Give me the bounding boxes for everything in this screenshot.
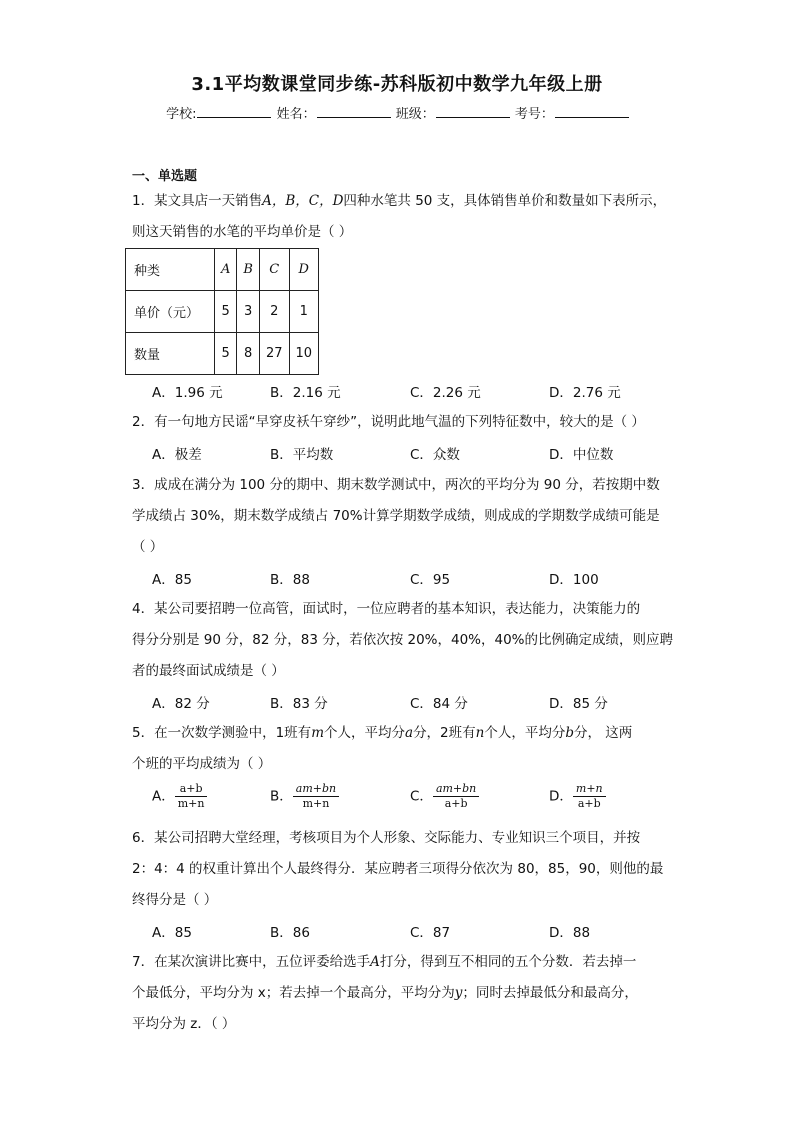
q5-text: 分， 这两 — [574, 725, 633, 741]
class-label: 班级： — [395, 107, 435, 122]
option-a[interactable]: A．85 — [152, 925, 192, 941]
q3-options — [152, 568, 672, 590]
option-b[interactable]: B．86 — [270, 925, 310, 941]
q3-text: （ ） — [132, 539, 164, 555]
q6-text: 终得分是（ ） — [132, 892, 218, 908]
table-row — [126, 291, 319, 333]
fraction-numerator: am+bn — [433, 782, 479, 797]
option-c[interactable]: C．87 — [410, 925, 451, 941]
q6-options — [152, 921, 672, 943]
q5-text: 个人，平均分 — [484, 725, 566, 741]
question-7 — [132, 947, 667, 1040]
q5-var-b: b — [565, 725, 575, 741]
option-d[interactable]: D．88 — [549, 925, 591, 941]
q5-var-m: m — [311, 725, 324, 741]
name-blank[interactable] — [317, 105, 391, 118]
q5-text: 个人，平均分 — [324, 725, 405, 741]
option-c[interactable] — [410, 782, 479, 811]
q2-options — [152, 443, 672, 465]
q7-text: 个最低分，平均分为 x；若去掉一个最高分，平均分为 — [132, 985, 455, 1001]
q1-options — [152, 381, 672, 403]
q2-text: 2．有一句地方民谣“早穿皮袄午穿纱”，说明此地气温的下列特征数中，较大的是（ ） — [132, 414, 645, 430]
table-cell: 种类 — [126, 249, 215, 291]
question-1 — [132, 186, 667, 248]
q5-var-n: n — [475, 725, 485, 741]
table-cell: 1 — [289, 291, 319, 333]
fraction-numerator: m+n — [573, 782, 606, 797]
q7-var-y: y — [454, 985, 463, 1001]
option-c[interactable]: C．95 — [410, 572, 451, 588]
fraction-denominator: m+n — [302, 797, 330, 810]
option-a[interactable]: A．85 — [152, 572, 192, 588]
fraction — [293, 782, 339, 811]
option-b[interactable] — [270, 782, 339, 811]
table-cell: 数量 — [126, 333, 215, 375]
page-title: 3.1平均数课堂同步练-苏科版初中数学九年级上册 — [191, 74, 603, 95]
q1-text: 则这天销售的水笔的平均单价是（ ） — [132, 224, 353, 240]
student-info-row — [0, 103, 794, 122]
table-cell: 10 — [289, 333, 319, 375]
fraction — [573, 782, 606, 811]
fraction-denominator: a+b — [444, 797, 468, 810]
fraction-numerator: am+bn — [293, 782, 339, 797]
option-c[interactable]: C．众数 — [410, 447, 460, 463]
sales-table — [125, 248, 319, 375]
table-cell: 单价（元） — [126, 291, 215, 333]
q3-text: 3．成成在满分为 100 分的期中、期末数学测试中，两次的平均分为 90 分，若按期中数 — [132, 477, 660, 493]
option-b[interactable]: B．平均数 — [270, 447, 334, 463]
name-label: 姓名： — [276, 107, 316, 122]
option-b[interactable]: B．2.16 元 — [270, 385, 341, 401]
school-label: 学校: — [166, 107, 197, 122]
fraction-denominator: m+n — [177, 797, 205, 810]
q7-var-a: A — [370, 954, 380, 970]
table-cell: D — [289, 249, 319, 291]
table-cell: C — [259, 249, 289, 291]
table-cell: 8 — [237, 333, 260, 375]
q5-var-a: a — [405, 725, 414, 741]
fraction-numerator: a+b — [175, 782, 208, 797]
number-blank[interactable] — [555, 105, 629, 118]
q5-text: 个班的平均成绩为（ ） — [132, 756, 272, 772]
q5-text: 分，2班有 — [413, 725, 476, 741]
option-d[interactable] — [549, 782, 606, 811]
school-blank[interactable] — [197, 105, 271, 118]
option-c[interactable]: C．2.26 元 — [410, 385, 481, 401]
q5-options — [152, 782, 672, 818]
q1-text: 四种水笔共 50 支，具体销售单价和数量如下表所示， — [343, 193, 667, 209]
question-5 — [132, 718, 667, 780]
q4-text: 得分分别是 90 分，82 分，83 分，若依次按 20%，40%，40%的比例确定成绩，则应聘 — [132, 632, 674, 648]
number-label: 考号： — [514, 107, 554, 122]
option-a[interactable] — [152, 782, 207, 811]
class-blank[interactable] — [436, 105, 510, 118]
option-c[interactable]: C．84 分 — [410, 696, 468, 712]
q1-text: 1．某文具店一天销售 — [132, 193, 263, 209]
option-d[interactable]: D．85 分 — [549, 696, 608, 712]
q7-text: 平均分为 z．（ ） — [132, 1016, 236, 1032]
option-d[interactable]: D．2.76 元 — [549, 385, 621, 401]
question-3 — [132, 470, 667, 563]
option-label: A． — [152, 788, 175, 805]
question-6 — [132, 823, 667, 916]
q7-text: 打分，得到互不相同的五个分数．若去掉一 — [379, 954, 637, 970]
section-title: 一、单选题 — [132, 169, 198, 184]
table-cell: 2 — [259, 291, 289, 333]
fraction — [175, 782, 208, 811]
table-cell: 27 — [259, 333, 289, 375]
fraction — [433, 782, 479, 811]
table-cell: 5 — [215, 333, 237, 375]
option-label: C． — [410, 788, 433, 805]
option-a[interactable]: A．1.96 元 — [152, 385, 223, 401]
table-cell: 5 — [215, 291, 237, 333]
option-label: B． — [270, 788, 293, 805]
table-row — [126, 333, 319, 375]
option-a[interactable]: A．82 分 — [152, 696, 210, 712]
option-d[interactable]: D．中位数 — [549, 447, 614, 463]
option-label: D． — [549, 788, 573, 805]
q6-text: 2：4：4 的权重计算出个人最终得分．某应聘者三项得分依次为 80，85，90，则他的最 — [132, 861, 664, 877]
q7-text: ；同时去掉最低分和最高分， — [462, 985, 638, 1001]
table-row — [126, 249, 319, 291]
table-cell: B — [237, 249, 260, 291]
option-b[interactable]: B．83 分 — [270, 696, 328, 712]
q6-text: 6．某公司招聘大堂经理，考核项目为个人形象、交际能力、专业知识三个项目，并按 — [132, 830, 641, 846]
option-d[interactable]: D．100 — [549, 572, 599, 588]
option-a[interactable]: A．极差 — [152, 447, 202, 463]
q4-text: 4．某公司要招聘一位高管，面试时，一位应聘者的基本知识，表达能力，决策能力的 — [132, 601, 641, 617]
q3-text: 学成绩占 30%，期末数学成绩占 70%计算学期数学成绩，则成成的学期数学成绩可能是 — [132, 508, 660, 524]
option-b[interactable]: B．88 — [270, 572, 310, 588]
q7-text: 7．在某次演讲比赛中，五位评委给选手 — [132, 954, 371, 970]
q1-variables: A，B，C，D — [262, 193, 344, 209]
table-cell: 3 — [237, 291, 260, 333]
q4-text: 者的最终面试成绩是（ ） — [132, 663, 285, 679]
table-cell: A — [215, 249, 237, 291]
question-4 — [132, 594, 674, 687]
fraction-denominator: a+b — [577, 797, 601, 810]
q5-text: 5．在一次数学测验中，1班有 — [132, 725, 312, 741]
q4-options — [152, 692, 672, 714]
question-2 — [132, 407, 667, 438]
